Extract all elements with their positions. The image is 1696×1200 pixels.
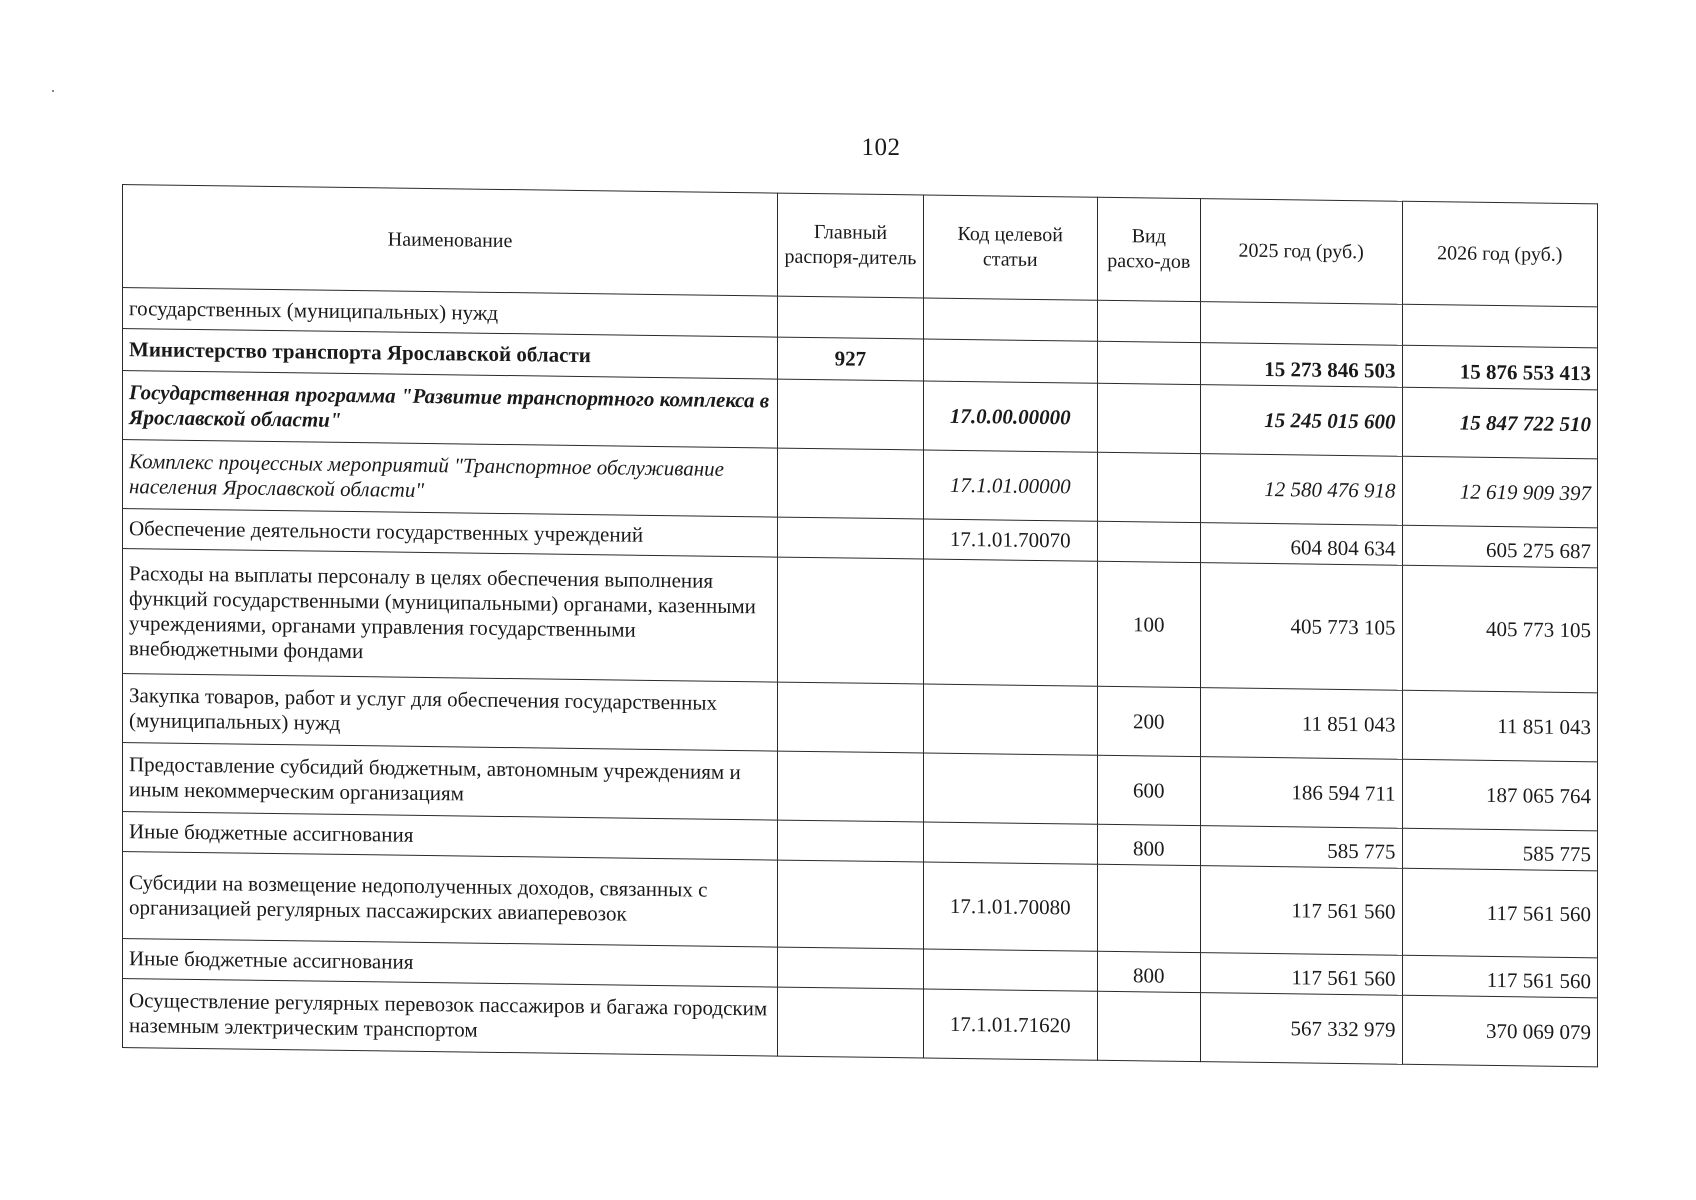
row-manager [778, 751, 923, 822]
row-code [923, 753, 1097, 824]
row-name: Закупка товаров, работ и услуг для обеспечения государственных (муниципальных) нужд [123, 674, 778, 752]
row-name: Обеспечение деятельности государственных учреждений [123, 509, 778, 558]
row-2026: 117 561 560 [1402, 868, 1597, 958]
row-2025: 405 773 105 [1200, 563, 1402, 691]
row-manager [778, 517, 923, 559]
scan-speck [52, 90, 54, 92]
row-2025: 11 851 043 [1200, 688, 1402, 760]
row-code [923, 339, 1097, 383]
row-vid [1097, 864, 1200, 952]
row-vid: 800 [1097, 824, 1200, 865]
table-header-row [123, 185, 1598, 307]
row-2026: 15 876 553 413 [1402, 345, 1597, 390]
row-vid: 800 [1097, 951, 1200, 992]
header-2025: 2025 год (руб.) [1200, 199, 1402, 305]
row-code [923, 684, 1097, 755]
header-2026: 2026 год (руб.) [1402, 201, 1597, 307]
row-2026: 370 069 079 [1402, 995, 1597, 1067]
row-2026: 12 619 909 397 [1402, 456, 1597, 528]
row-2026: 405 773 105 [1402, 565, 1597, 693]
row-2025: 117 561 560 [1200, 953, 1402, 996]
row-name: государственных (муниципальных) нужд [123, 288, 778, 338]
row-code [923, 559, 1097, 686]
row-name: Иные бюджетные ассигнования [123, 939, 778, 988]
row-manager [778, 557, 923, 684]
budget-table-wrapper [122, 184, 1598, 1067]
row-name: Государственная программа "Развитие транспортного комплекса в Ярославской области" [123, 371, 778, 449]
row-2026: 605 275 687 [1402, 525, 1597, 568]
row-manager [778, 820, 923, 862]
row-2026: 187 065 764 [1402, 759, 1597, 831]
row-code [923, 822, 1097, 864]
header-manager: Главный распоря-дитель [778, 193, 923, 298]
row-2026: 15 847 722 510 [1402, 387, 1597, 459]
row-code [923, 949, 1097, 991]
row-vid [1097, 300, 1200, 342]
row-manager: 927 [778, 337, 923, 381]
row-vid [1097, 452, 1200, 522]
row-code: 17.1.01.00000 [923, 450, 1097, 521]
row-code [923, 298, 1097, 341]
row-code: 17.0.00.00000 [923, 381, 1097, 452]
row-name: Предоставление субсидий бюджетным, автономным учреждениям и иным некоммерческим организациям [123, 743, 778, 821]
row-vid: 200 [1097, 686, 1200, 756]
row-2025: 567 332 979 [1200, 993, 1402, 1065]
row-manager [778, 296, 923, 339]
row-vid: 100 [1097, 561, 1200, 687]
row-2025: 604 804 634 [1200, 523, 1402, 566]
row-manager [778, 448, 923, 519]
row-manager [778, 682, 923, 753]
row-name: Осуществление регулярных перевозок пассажиров и багажа городским наземным электрическим транспортом [123, 979, 778, 1057]
page-number: 102 [861, 134, 901, 161]
row-2025 [1200, 302, 1402, 346]
row-name: Субсидии на возмещение недополученных доходов, связанных с организацией регулярных пассажирских авиаперевозок [123, 852, 778, 948]
row-manager [778, 987, 923, 1058]
table-row [123, 549, 1598, 693]
row-code: 17.1.01.70080 [923, 862, 1097, 951]
row-manager [778, 379, 923, 450]
row-2025: 15 245 015 600 [1200, 385, 1402, 457]
row-code: 17.1.01.70070 [923, 519, 1097, 561]
row-manager [778, 947, 923, 989]
row-name: Расходы на выплаты персоналу в целях обеспечения выполнения функций государственными (муниципальными) органами, казенными учреждениями, органами управления государственными внебюджетными фондами [123, 549, 778, 683]
row-2025: 186 594 711 [1200, 757, 1402, 829]
header-name: Наименование [123, 185, 778, 297]
row-2025: 585 775 [1200, 826, 1402, 869]
row-2025: 12 580 476 918 [1200, 454, 1402, 526]
row-2026 [1402, 304, 1597, 348]
row-code: 17.1.01.71620 [923, 989, 1097, 1060]
row-name: Министерство транспорта Ярославской области [123, 329, 778, 380]
row-vid: 600 [1097, 755, 1200, 825]
row-name: Комплекс процессных мероприятий "Транспортное обслуживание населения Ярославской области" [123, 440, 778, 518]
row-2025: 15 273 846 503 [1200, 343, 1402, 388]
budget-table [122, 184, 1598, 1067]
row-name: Иные бюджетные ассигнования [123, 812, 778, 861]
row-vid [1097, 521, 1200, 562]
row-2026: 11 851 043 [1402, 690, 1597, 762]
row-2026: 585 775 [1402, 828, 1597, 871]
header-vid: Вид расхо-дов [1097, 197, 1200, 301]
header-code: Код целевой статьи [923, 195, 1097, 300]
row-vid [1097, 383, 1200, 453]
row-vid [1097, 991, 1200, 1061]
row-manager [778, 860, 923, 949]
row-vid [1097, 341, 1200, 384]
row-2026: 117 561 560 [1402, 955, 1597, 998]
row-2025: 117 561 560 [1200, 866, 1402, 956]
